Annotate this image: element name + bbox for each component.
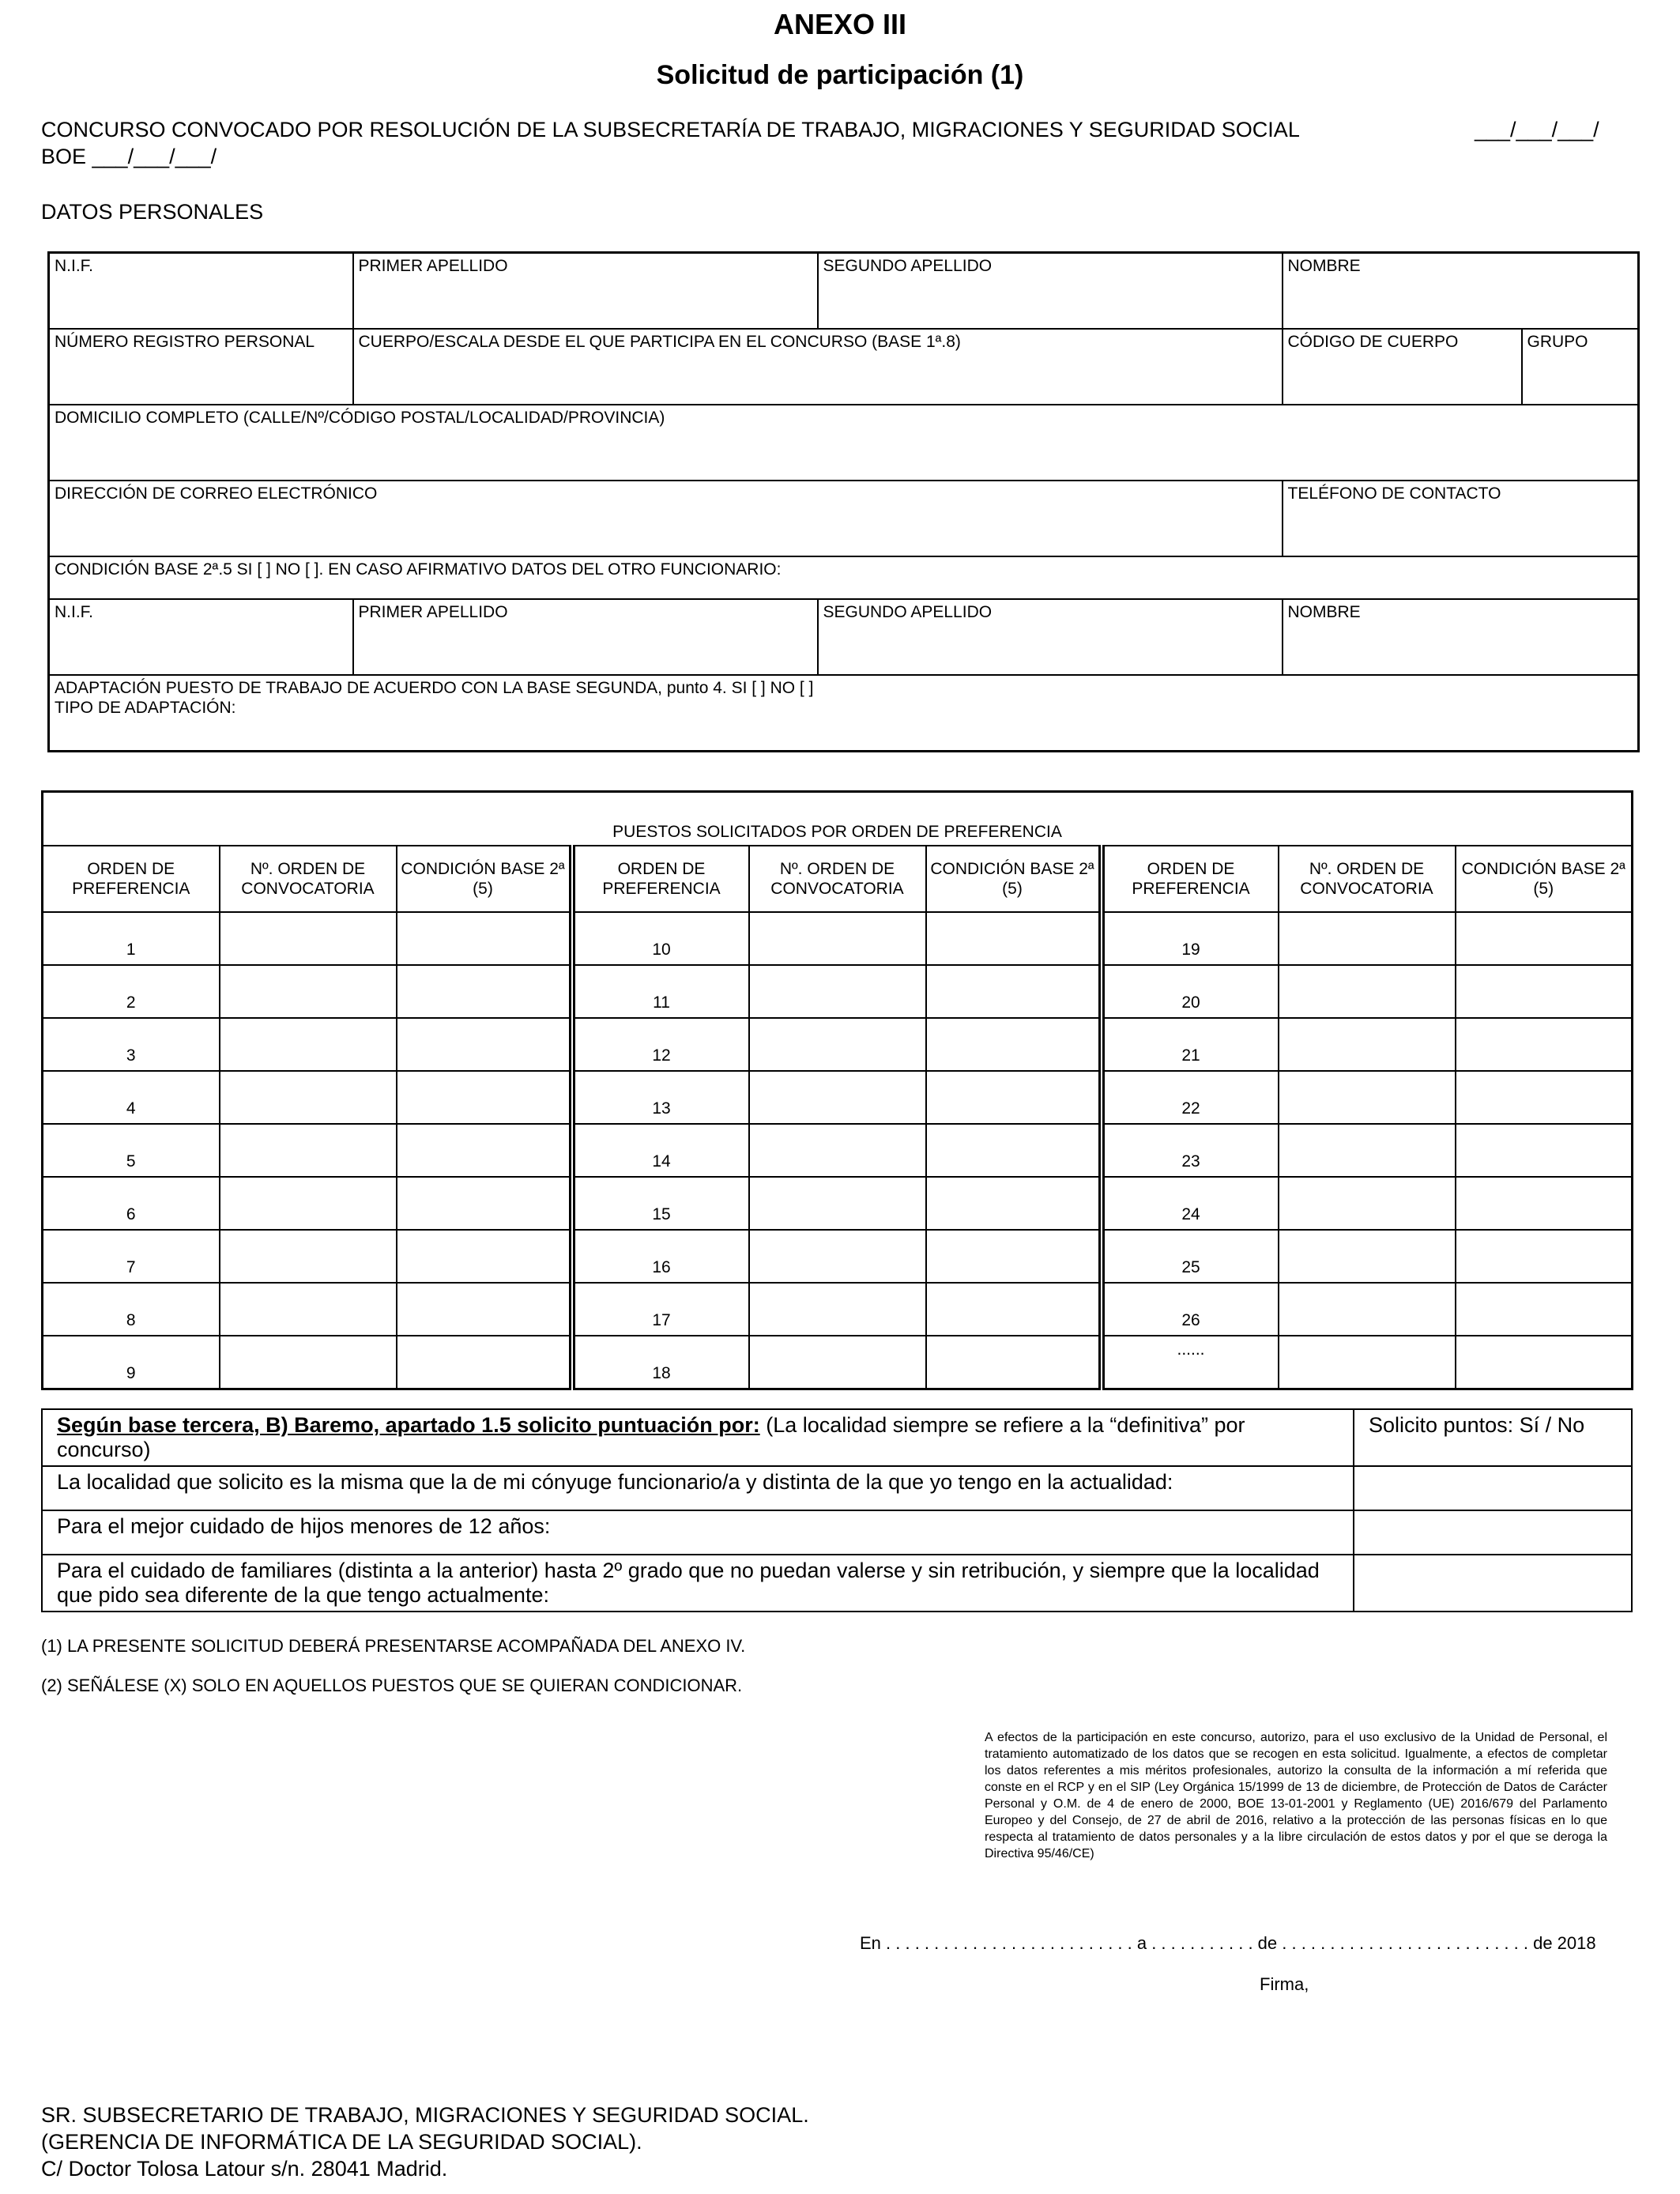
header-orden-preferencia: ORDEN DE PREFERENCIA — [572, 846, 749, 912]
baremo-column-header: Solicito puntos: Sí / No — [1354, 1409, 1632, 1466]
convocatoria-cell[interactable] — [749, 1177, 926, 1230]
condicion-cell[interactable] — [397, 1283, 572, 1336]
nif2-label: N.I.F. — [55, 603, 94, 621]
condicion-cell[interactable] — [1456, 1336, 1633, 1389]
preference-number: 1 — [43, 912, 220, 965]
condicion-cell[interactable] — [397, 1336, 572, 1389]
condicion-cell[interactable] — [397, 1230, 572, 1283]
condicion-cell[interactable] — [397, 965, 572, 1018]
convocatoria-cell[interactable] — [1279, 912, 1456, 965]
convocatoria-cell[interactable] — [749, 1124, 926, 1177]
preference-number: 2 — [43, 965, 220, 1018]
baremo-answer-cell[interactable] — [1354, 1466, 1632, 1510]
preference-number: 8 — [43, 1283, 220, 1336]
convocatoria-cell[interactable] — [220, 912, 397, 965]
preference-number: 25 — [1102, 1230, 1279, 1283]
convocatoria-cell[interactable] — [1279, 1071, 1456, 1124]
preference-number: 19 — [1102, 912, 1279, 965]
annex-title: ANEXO III — [773, 8, 907, 40]
condicion-cell[interactable] — [926, 1018, 1102, 1071]
telefono-field[interactable] — [1283, 481, 1639, 556]
table-row — [43, 1018, 1633, 1071]
preference-number: 14 — [572, 1124, 749, 1177]
convocatoria-cell[interactable] — [749, 965, 926, 1018]
condicion-cell[interactable] — [1456, 1018, 1633, 1071]
preference-number: 13 — [572, 1071, 749, 1124]
preference-number: 26 — [1102, 1283, 1279, 1336]
preference-ellipsis: ...... — [1102, 1336, 1279, 1389]
nrp-field[interactable] — [49, 329, 353, 405]
condicion-cell[interactable] — [926, 1177, 1102, 1230]
header-condicion: CONDICIÓN BASE 2ª (5) — [1456, 846, 1633, 912]
convocatoria-cell[interactable] — [749, 1018, 926, 1071]
condicion-label: CONDICIÓN BASE 2ª.5 SI [ ] NO [ ]. EN CASO AFIRMATIVO DATOS DEL OTRO FUNCIONARIO: — [55, 560, 782, 579]
tipo-adaptacion-label: TIPO DE ADAPTACIÓN: — [55, 699, 236, 717]
convocatoria-date-field[interactable]: ___/___/___/ — [1475, 118, 1599, 141]
condicion-cell[interactable] — [926, 1124, 1102, 1177]
table-row — [43, 965, 1633, 1018]
condicion-cell[interactable] — [1456, 1283, 1633, 1336]
baremo-table — [41, 1408, 1633, 1612]
condicion-cell[interactable] — [926, 1336, 1102, 1389]
convocatoria-cell[interactable] — [220, 1177, 397, 1230]
table-row — [43, 1336, 1633, 1389]
baremo-item-familiares: Para el cuidado de familiares (distinta a la anterior) hasta 2º grado que no puedan valerse y sin retribución, y siempre que la localidad que pido sea diferente de la que tengo actualmente: — [42, 1555, 1354, 1612]
convocatoria-cell[interactable] — [1279, 965, 1456, 1018]
convocatoria-cell[interactable] — [220, 1230, 397, 1283]
preference-number: 16 — [572, 1230, 749, 1283]
condicion-cell[interactable] — [397, 1071, 572, 1124]
primer-apellido2-field[interactable] — [353, 599, 818, 675]
nif-field[interactable] — [49, 253, 353, 330]
table-row — [43, 1071, 1633, 1124]
header-orden-preferencia: ORDEN DE PREFERENCIA — [1102, 846, 1279, 912]
convocatoria-cell[interactable] — [749, 1071, 926, 1124]
primer-apellido-field[interactable] — [353, 253, 818, 330]
condicion-cell[interactable] — [926, 965, 1102, 1018]
header-orden-convocatoria: Nº. ORDEN DE CONVOCATORIA — [220, 846, 397, 912]
segundo-apellido-label: SEGUNDO APELLIDO — [823, 257, 993, 275]
condicion-cell[interactable] — [1456, 1230, 1633, 1283]
primer-apellido-label: PRIMER APELLIDO — [358, 257, 508, 275]
condicion-cell[interactable] — [397, 912, 572, 965]
condicion-cell[interactable] — [397, 1124, 572, 1177]
convocatoria-cell[interactable] — [1279, 1230, 1456, 1283]
preference-number: 6 — [43, 1177, 220, 1230]
table-row — [43, 1230, 1633, 1283]
nif-label: N.I.F. — [55, 257, 94, 275]
convocatoria-cell[interactable] — [1279, 1124, 1456, 1177]
cuerpo-field[interactable] — [353, 329, 1283, 405]
nombre2-field[interactable] — [1283, 599, 1639, 675]
convocatoria-cell[interactable] — [220, 1283, 397, 1336]
nombre-label: NOMBRE — [1287, 257, 1361, 275]
place-date-line[interactable]: En . . . . . . . . . . . . . . . . . . . . . . . . . . a . . . . . . . . . . . de . . . . . . . . . . . . . . . . . . . . . . . . . . de 2018 — [860, 1933, 1596, 1953]
baremo-heading-bold: Según base tercera, B) Baremo, apartado 1.5 solicito puntuación por: — [57, 1413, 760, 1437]
table-row — [43, 1283, 1633, 1336]
nombre2-label: NOMBRE — [1287, 603, 1361, 621]
posts-table — [41, 790, 1633, 1390]
adaptacion-label: ADAPTACIÓN PUESTO DE TRABAJO DE ACUERDO CON LA BASE SEGUNDA, punto 4. SI [ ] NO [ ] — [55, 679, 814, 697]
form-title: Solicitud de participación (1) — [656, 60, 1024, 90]
convocatoria-cell[interactable] — [749, 1230, 926, 1283]
email-label: DIRECCIÓN DE CORREO ELECTRÓNICO — [55, 484, 378, 503]
table-row — [43, 1124, 1633, 1177]
adaptacion-field[interactable] — [49, 675, 1639, 752]
header-orden-convocatoria: Nº. ORDEN DE CONVOCATORIA — [749, 846, 926, 912]
codigo-cuerpo-label: CÓDIGO DE CUERPO — [1287, 333, 1459, 351]
condicion-cell[interactable] — [926, 1283, 1102, 1336]
convocatoria-cell[interactable] — [220, 1071, 397, 1124]
table-row — [43, 1177, 1633, 1230]
nrp-label: NÚMERO REGISTRO PERSONAL — [55, 333, 315, 351]
condicion-cell[interactable] — [397, 1177, 572, 1230]
preference-number: 12 — [572, 1018, 749, 1071]
grupo-label: GRUPO — [1527, 333, 1588, 351]
condicion-field[interactable] — [49, 556, 1639, 599]
grupo-field[interactable] — [1522, 329, 1639, 405]
convocatoria-line: CONCURSO CONVOCADO POR RESOLUCIÓN DE LA SUBSECRETARÍA DE TRABAJO, MIGRACIONES Y SEGURIDAD SOCIAL — [41, 118, 1300, 141]
condicion-cell[interactable] — [1456, 965, 1633, 1018]
table-row — [43, 912, 1633, 965]
baremo-heading-rest: (La localidad siempre se refiere a la “definitiva” por concurso) — [57, 1413, 1245, 1461]
baremo-item-hijos: Para el mejor cuidado de hijos menores de 12 años: — [42, 1510, 1354, 1555]
preference-number: 15 — [572, 1177, 749, 1230]
convocatoria-cell[interactable] — [1279, 1336, 1456, 1389]
preference-number: 10 — [572, 912, 749, 965]
header-orden-preferencia: ORDEN DE PREFERENCIA — [43, 846, 220, 912]
preference-number: 24 — [1102, 1177, 1279, 1230]
preference-number: 7 — [43, 1230, 220, 1283]
convocatoria-cell[interactable] — [1279, 1283, 1456, 1336]
primer-apellido2-label: PRIMER APELLIDO — [358, 603, 508, 621]
segundo-apellido2-label: SEGUNDO APELLIDO — [823, 603, 993, 621]
segundo-apellido-field[interactable] — [818, 253, 1283, 330]
baremo-answer-cell[interactable] — [1354, 1555, 1632, 1612]
header-condicion: CONDICIÓN BASE 2ª (5) — [397, 846, 572, 912]
convocatoria-cell[interactable] — [220, 965, 397, 1018]
preference-number: 20 — [1102, 965, 1279, 1018]
email-field[interactable] — [49, 481, 1283, 556]
preference-number: 11 — [572, 965, 749, 1018]
addressee-line-1: SR. SUBSECRETARIO DE TRABAJO, MIGRACIONES Y SEGURIDAD SOCIAL. — [41, 2103, 809, 2127]
convocatoria-cell[interactable] — [1279, 1177, 1456, 1230]
segundo-apellido2-field[interactable] — [818, 599, 1283, 675]
nombre-field[interactable] — [1283, 253, 1639, 330]
baremo-item-conyuge: La localidad que solicito es la misma que la de mi cónyuge funcionario/a y distinta de la que yo tengo en la actualidad: — [42, 1466, 1354, 1510]
convocatoria-cell[interactable] — [749, 1336, 926, 1389]
convocatoria-cell[interactable] — [220, 1336, 397, 1389]
boe-field[interactable]: BOE ___/___/___/ — [41, 145, 217, 168]
header-condicion: CONDICIÓN BASE 2ª (5) — [926, 846, 1102, 912]
preference-number: 3 — [43, 1018, 220, 1071]
signature-label: Firma, — [1260, 1974, 1309, 1994]
convocatoria-cell[interactable] — [749, 1283, 926, 1336]
preference-number: 23 — [1102, 1124, 1279, 1177]
condicion-cell[interactable] — [1456, 912, 1633, 965]
condicion-cell[interactable] — [926, 1071, 1102, 1124]
domicilio-label: DOMICILIO COMPLETO (CALLE/Nº/CÓDIGO POSTAL/LOCALIDAD/PROVINCIA) — [55, 409, 665, 427]
footnote-1: (1) LA PRESENTE SOLICITUD DEBERÁ PRESENTARSE ACOMPAÑADA DEL ANEXO IV. — [41, 1636, 746, 1656]
preference-number: 4 — [43, 1071, 220, 1124]
addressee-line-3: C/ Doctor Tolosa Latour s/n. 28041 Madrid. — [41, 2157, 448, 2181]
condicion-cell[interactable] — [397, 1018, 572, 1071]
condicion-cell[interactable] — [926, 1230, 1102, 1283]
header-orden-convocatoria: Nº. ORDEN DE CONVOCATORIA — [1279, 846, 1456, 912]
convocatoria-cell[interactable] — [1279, 1018, 1456, 1071]
baremo-heading — [42, 1409, 1354, 1466]
preference-number: 22 — [1102, 1071, 1279, 1124]
preference-number: 17 — [572, 1283, 749, 1336]
cuerpo-label: CUERPO/ESCALA DESDE EL QUE PARTICIPA EN EL CONCURSO (BASE 1ª.8) — [358, 333, 961, 351]
preference-number: 9 — [43, 1336, 220, 1389]
condicion-cell[interactable] — [1456, 1071, 1633, 1124]
nif2-field[interactable] — [49, 599, 353, 675]
convocatoria-cell[interactable] — [220, 1124, 397, 1177]
telefono-label: TELÉFONO DE CONTACTO — [1287, 484, 1501, 503]
posts-table-title: PUESTOS SOLICITADOS POR ORDEN DE PREFERENCIA — [43, 792, 1633, 846]
preference-number: 18 — [572, 1336, 749, 1389]
convocatoria-cell[interactable] — [749, 912, 926, 965]
codigo-cuerpo-field[interactable] — [1283, 329, 1522, 405]
convocatoria-cell[interactable] — [220, 1018, 397, 1071]
footnote-2: (2) SEÑÁLESE (X) SOLO EN AQUELLOS PUESTOS QUE SE QUIERAN CONDICIONAR. — [41, 1676, 743, 1695]
condicion-cell[interactable] — [926, 912, 1102, 965]
preference-number: 5 — [43, 1124, 220, 1177]
baremo-answer-cell[interactable] — [1354, 1510, 1632, 1555]
data-protection-notice: A efectos de la participación en este concurso, autorizo, para el uso exclusivo de la Unidad de Personal, el tratamiento automatizado de los datos que se recogen en esta solicitud. Igualmente, a efectos de completar los datos referentes a mis méritos profesionales, autorizo la consulta de la información a mí referida que conste en el RCP y en el SIP (Ley Orgánica 15/1999 de 13 de diciembre, de Protección de Datos de Carácter Personal y O.M. de 4 de enero de 2000, BOE 13-01-2001 y Reglamento (UE) 2016/679 del Parlamento Europeo y del Consejo, de 27 de abril de 2016, relativo a la protección de las personas físicas en lo que respecta al tratamiento de datos personales y a la libre circulación de estos datos y por el que se deroga la Directiva 95/46/CE) — [985, 1731, 1607, 1860]
condicion-cell[interactable] — [1456, 1177, 1633, 1230]
addressee-line-2: (GERENCIA DE INFORMÁTICA DE LA SEGURIDAD SOCIAL). — [41, 2130, 642, 2154]
preference-number: 21 — [1102, 1018, 1279, 1071]
domicilio-field[interactable] — [49, 405, 1639, 481]
personal-data-table — [47, 251, 1640, 752]
condicion-cell[interactable] — [1456, 1124, 1633, 1177]
section-title-personal: DATOS PERSONALES — [41, 200, 264, 224]
